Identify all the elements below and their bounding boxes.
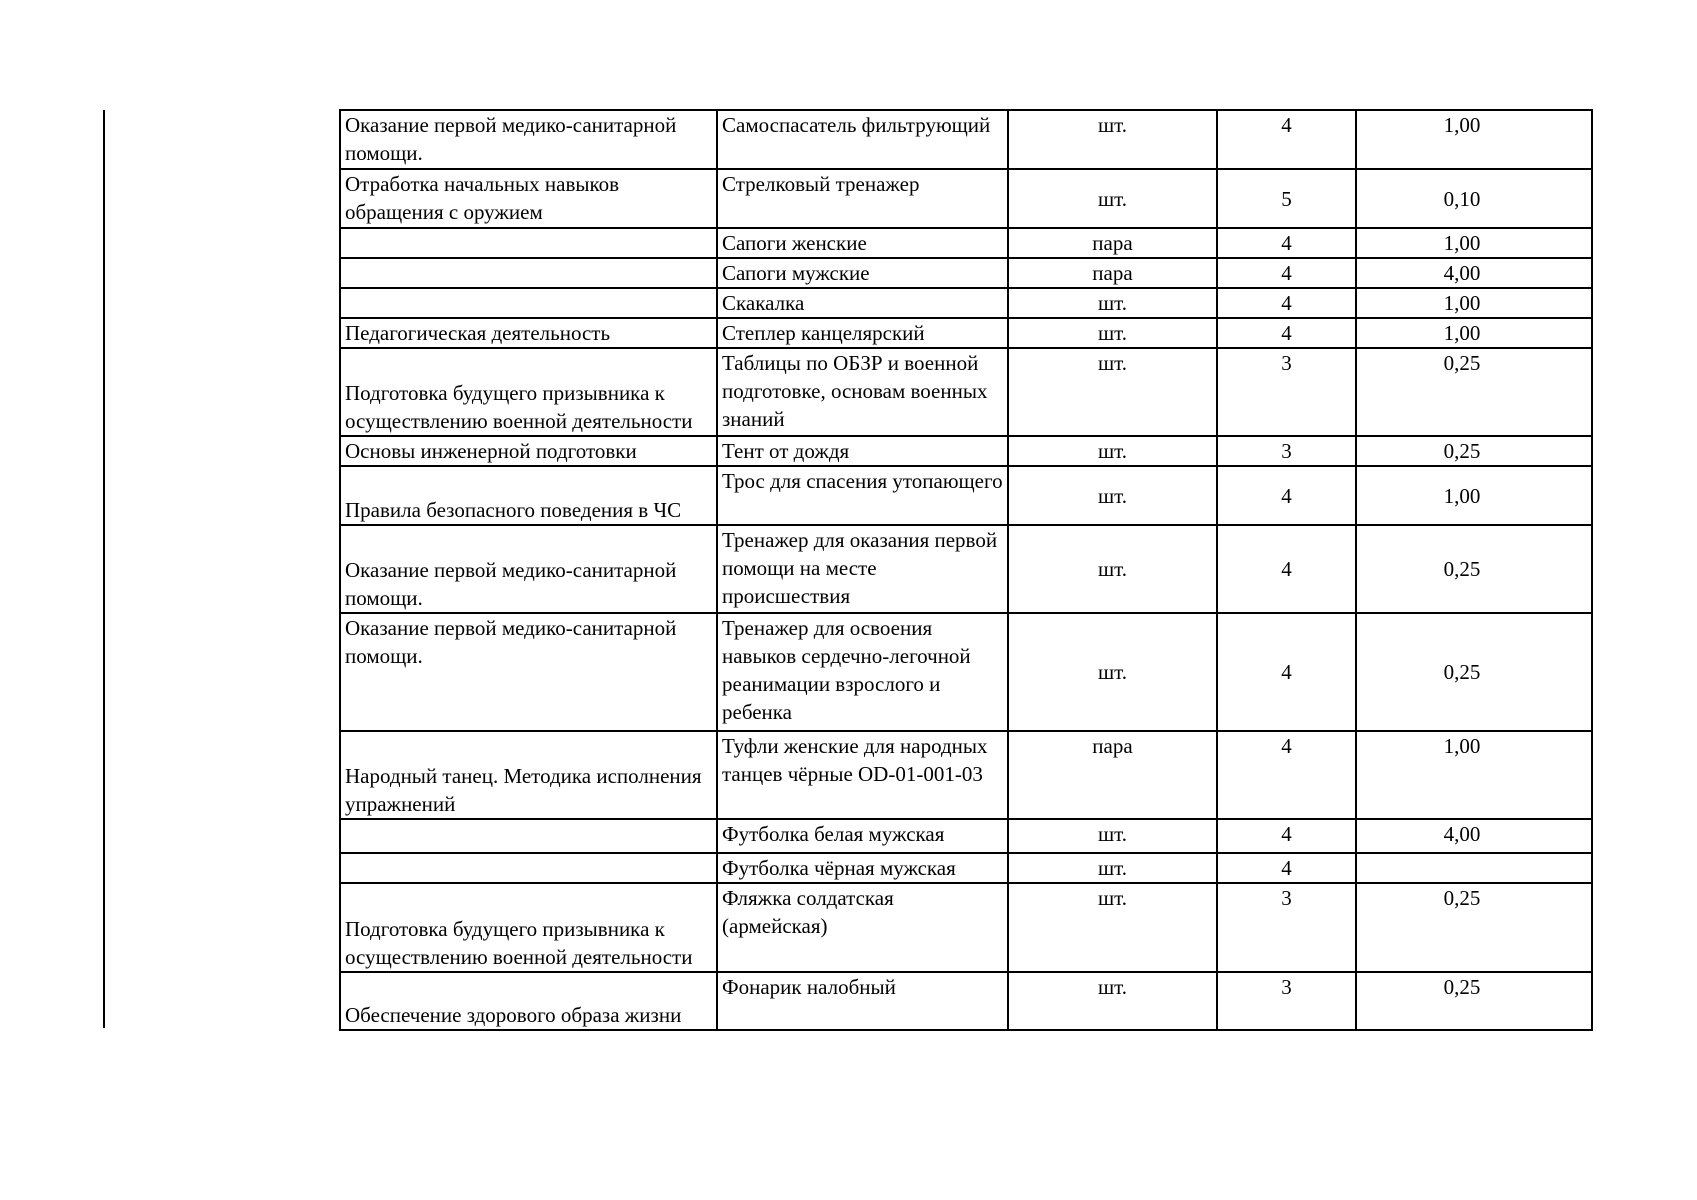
usage-cell <box>340 169 717 228</box>
item-cell <box>717 853 1008 883</box>
usage-text: Правила безопасного поведения в ЧС <box>345 498 682 522</box>
quantity-text: 0,25 <box>1443 886 1481 910</box>
item-text: Трос для спасения утопающего <box>722 469 1003 493</box>
item-text: Тент от дождя <box>722 439 850 463</box>
item-text: Фляжка солдатская (армейская) <box>722 886 894 938</box>
quantity-cell <box>1356 613 1592 731</box>
usage-text: Подготовка будущего призывника к осуществлению военной деятельности <box>345 917 693 969</box>
category-cell <box>1217 972 1356 1030</box>
quantity-cell <box>1356 228 1592 258</box>
table-row <box>340 613 1592 731</box>
category-cell <box>1217 110 1356 169</box>
quantity-text: 0,25 <box>1443 351 1481 375</box>
table-row <box>340 525 1592 613</box>
quantity-text: 1,00 <box>1443 734 1481 758</box>
unit-cell <box>1008 228 1217 258</box>
item-cell <box>717 466 1008 525</box>
category-cell <box>1217 288 1356 318</box>
unit-text: шт. <box>1097 291 1128 315</box>
category-cell <box>1217 731 1356 819</box>
unit-text: пара <box>1092 261 1133 285</box>
category-text: 3 <box>1281 439 1292 463</box>
item-text: Туфли женские для народных танцев чёрные OD-01-001-03 <box>722 734 988 786</box>
table-row <box>340 288 1592 318</box>
item-cell <box>717 288 1008 318</box>
unit-cell <box>1008 258 1217 288</box>
item-text: Фонарик налобный <box>722 975 896 999</box>
category-cell <box>1217 436 1356 466</box>
unit-cell <box>1008 169 1217 228</box>
item-text: Футболка чёрная мужская <box>722 856 956 880</box>
quantity-cell <box>1356 466 1592 525</box>
category-text: 3 <box>1281 975 1292 999</box>
item-cell <box>717 731 1008 819</box>
table-row <box>340 819 1592 853</box>
category-cell <box>1217 853 1356 883</box>
usage-text: Оказание первой медико-санитарной помощи. <box>345 616 677 668</box>
quantity-text: 4,00 <box>1443 261 1481 285</box>
table-row <box>340 883 1592 972</box>
unit-cell <box>1008 731 1217 819</box>
item-cell <box>717 110 1008 169</box>
item-text: Таблицы по ОБЗР и военной подготовке, основам военных знаний <box>722 351 988 431</box>
category-cell <box>1217 228 1356 258</box>
item-text: Сапоги мужские <box>722 261 870 285</box>
usage-cell <box>340 466 717 525</box>
item-cell <box>717 318 1008 348</box>
category-cell <box>1217 466 1356 525</box>
usage-text: Оказание первой медико-санитарной помощи. <box>345 558 677 610</box>
quantity-text: 0,25 <box>1443 975 1481 999</box>
usage-cell <box>340 819 717 853</box>
quantity-cell <box>1356 972 1592 1030</box>
category-text: 3 <box>1281 886 1292 910</box>
category-cell <box>1217 613 1356 731</box>
usage-text: Подготовка будущего призывника к осуществлению военной деятельности <box>345 381 693 433</box>
category-text: 4 <box>1281 231 1292 255</box>
quantity-text: 1,00 <box>1443 231 1481 255</box>
category-text: 4 <box>1281 321 1292 345</box>
quantity-text: 1,00 <box>1443 291 1481 315</box>
unit-text: шт. <box>1097 483 1128 508</box>
usage-cell <box>340 731 717 819</box>
item-cell <box>717 883 1008 972</box>
unit-text: шт. <box>1097 321 1128 345</box>
usage-cell <box>340 318 717 348</box>
item-text: Тренажер для освоения навыков сердечно-легочной реанимации взрослого и ребенка <box>722 616 971 724</box>
usage-cell <box>340 228 717 258</box>
category-cell <box>1217 525 1356 613</box>
unit-text: шт. <box>1097 822 1128 846</box>
item-text: Сапоги женские <box>722 231 867 255</box>
category-text: 5 <box>1281 186 1292 211</box>
item-cell <box>717 819 1008 853</box>
category-text: 3 <box>1281 351 1292 375</box>
unit-cell <box>1008 525 1217 613</box>
quantity-text: 1,00 <box>1443 483 1481 508</box>
quantity-text: 0,10 <box>1443 186 1481 211</box>
unit-cell <box>1008 288 1217 318</box>
item-cell <box>717 348 1008 436</box>
category-cell <box>1217 318 1356 348</box>
table-row <box>340 972 1592 1030</box>
unit-text: шт. <box>1097 856 1128 880</box>
table-row <box>340 731 1592 819</box>
usage-cell <box>340 972 717 1030</box>
item-text: Футболка белая мужская <box>722 822 945 846</box>
item-cell <box>717 169 1008 228</box>
category-text: 4 <box>1281 660 1292 684</box>
table-row <box>340 110 1592 169</box>
usage-cell <box>340 525 717 613</box>
unit-cell <box>1008 110 1217 169</box>
usage-cell <box>340 853 717 883</box>
item-cell <box>717 613 1008 731</box>
item-text: Скакалка <box>722 291 805 315</box>
page-margin-line <box>103 110 105 1028</box>
category-cell <box>1217 348 1356 436</box>
category-cell <box>1217 883 1356 972</box>
item-cell <box>717 525 1008 613</box>
category-text: 4 <box>1281 822 1292 846</box>
unit-cell <box>1008 972 1217 1030</box>
usage-cell <box>340 613 717 731</box>
category-cell <box>1217 258 1356 288</box>
quantity-text: 1,00 <box>1443 321 1481 345</box>
table-row <box>340 853 1592 883</box>
quantity-cell <box>1356 258 1592 288</box>
table-row <box>340 258 1592 288</box>
usage-cell <box>340 436 717 466</box>
category-cell <box>1217 169 1356 228</box>
table-row <box>340 318 1592 348</box>
unit-cell <box>1008 613 1217 731</box>
unit-cell <box>1008 853 1217 883</box>
usage-text: Отработка начальных навыков обращения с оружием <box>345 172 620 224</box>
usage-cell <box>340 348 717 436</box>
usage-text: Обеспечение здорового образа жизни <box>345 1003 682 1027</box>
quantity-cell <box>1356 883 1592 972</box>
category-cell <box>1217 819 1356 853</box>
table-row <box>340 228 1592 258</box>
category-text: 4 <box>1281 557 1292 581</box>
quantity-text: 1,00 <box>1443 113 1481 137</box>
category-text: 4 <box>1281 734 1292 758</box>
quantity-cell <box>1356 348 1592 436</box>
unit-cell <box>1008 466 1217 525</box>
item-cell <box>717 228 1008 258</box>
unit-text: пара <box>1092 734 1133 758</box>
unit-text: шт. <box>1097 351 1128 375</box>
quantity-cell <box>1356 169 1592 228</box>
quantity-text: 0,25 <box>1443 557 1481 581</box>
item-cell <box>717 972 1008 1030</box>
unit-text: шт. <box>1097 113 1128 137</box>
unit-text: шт. <box>1097 439 1128 463</box>
usage-cell <box>340 110 717 169</box>
quantity-cell <box>1356 288 1592 318</box>
quantity-cell <box>1356 853 1592 883</box>
category-text: 4 <box>1281 113 1292 137</box>
table-row <box>340 169 1592 228</box>
unit-cell <box>1008 883 1217 972</box>
item-cell <box>717 436 1008 466</box>
category-text: 4 <box>1281 856 1292 880</box>
item-text: Тренажер для оказания первой помощи на месте происшествия <box>722 528 998 608</box>
unit-text: шт. <box>1097 186 1128 211</box>
table-row <box>340 466 1592 525</box>
equipment-table-body <box>340 110 1592 1030</box>
usage-cell <box>340 288 717 318</box>
quantity-cell <box>1356 110 1592 169</box>
equipment-table <box>339 109 1593 1031</box>
unit-cell <box>1008 819 1217 853</box>
item-text: Самоспасатель фильтрующий <box>722 113 991 137</box>
unit-text: шт. <box>1097 975 1128 999</box>
item-text: Степлер канцелярский <box>722 321 925 345</box>
quantity-cell <box>1356 436 1592 466</box>
unit-text: пара <box>1092 231 1133 255</box>
unit-cell <box>1008 318 1217 348</box>
quantity-text: 4,00 <box>1443 822 1481 846</box>
unit-text: шт. <box>1097 660 1128 684</box>
category-text: 4 <box>1281 291 1292 315</box>
unit-text: шт. <box>1097 886 1128 910</box>
category-text: 4 <box>1281 483 1292 508</box>
item-cell <box>717 258 1008 288</box>
usage-cell <box>340 258 717 288</box>
quantity-text: 0,25 <box>1443 439 1481 463</box>
usage-cell <box>340 883 717 972</box>
item-text: Стрелковый тренажер <box>722 172 920 196</box>
quantity-cell <box>1356 318 1592 348</box>
unit-cell <box>1008 348 1217 436</box>
unit-cell <box>1008 436 1217 466</box>
usage-text: Основы инженерной подготовки <box>345 439 637 463</box>
usage-text: Оказание первой медико-санитарной помощи. <box>345 113 677 165</box>
quantity-cell <box>1356 731 1592 819</box>
quantity-text: 0,25 <box>1443 660 1481 684</box>
usage-text: Народный танец. Методика исполнения упражнений <box>345 764 702 816</box>
table-row <box>340 348 1592 436</box>
table-row <box>340 436 1592 466</box>
quantity-cell <box>1356 525 1592 613</box>
quantity-cell <box>1356 819 1592 853</box>
category-text: 4 <box>1281 261 1292 285</box>
usage-text: Педагогическая деятельность <box>345 321 611 345</box>
unit-text: шт. <box>1097 557 1128 581</box>
